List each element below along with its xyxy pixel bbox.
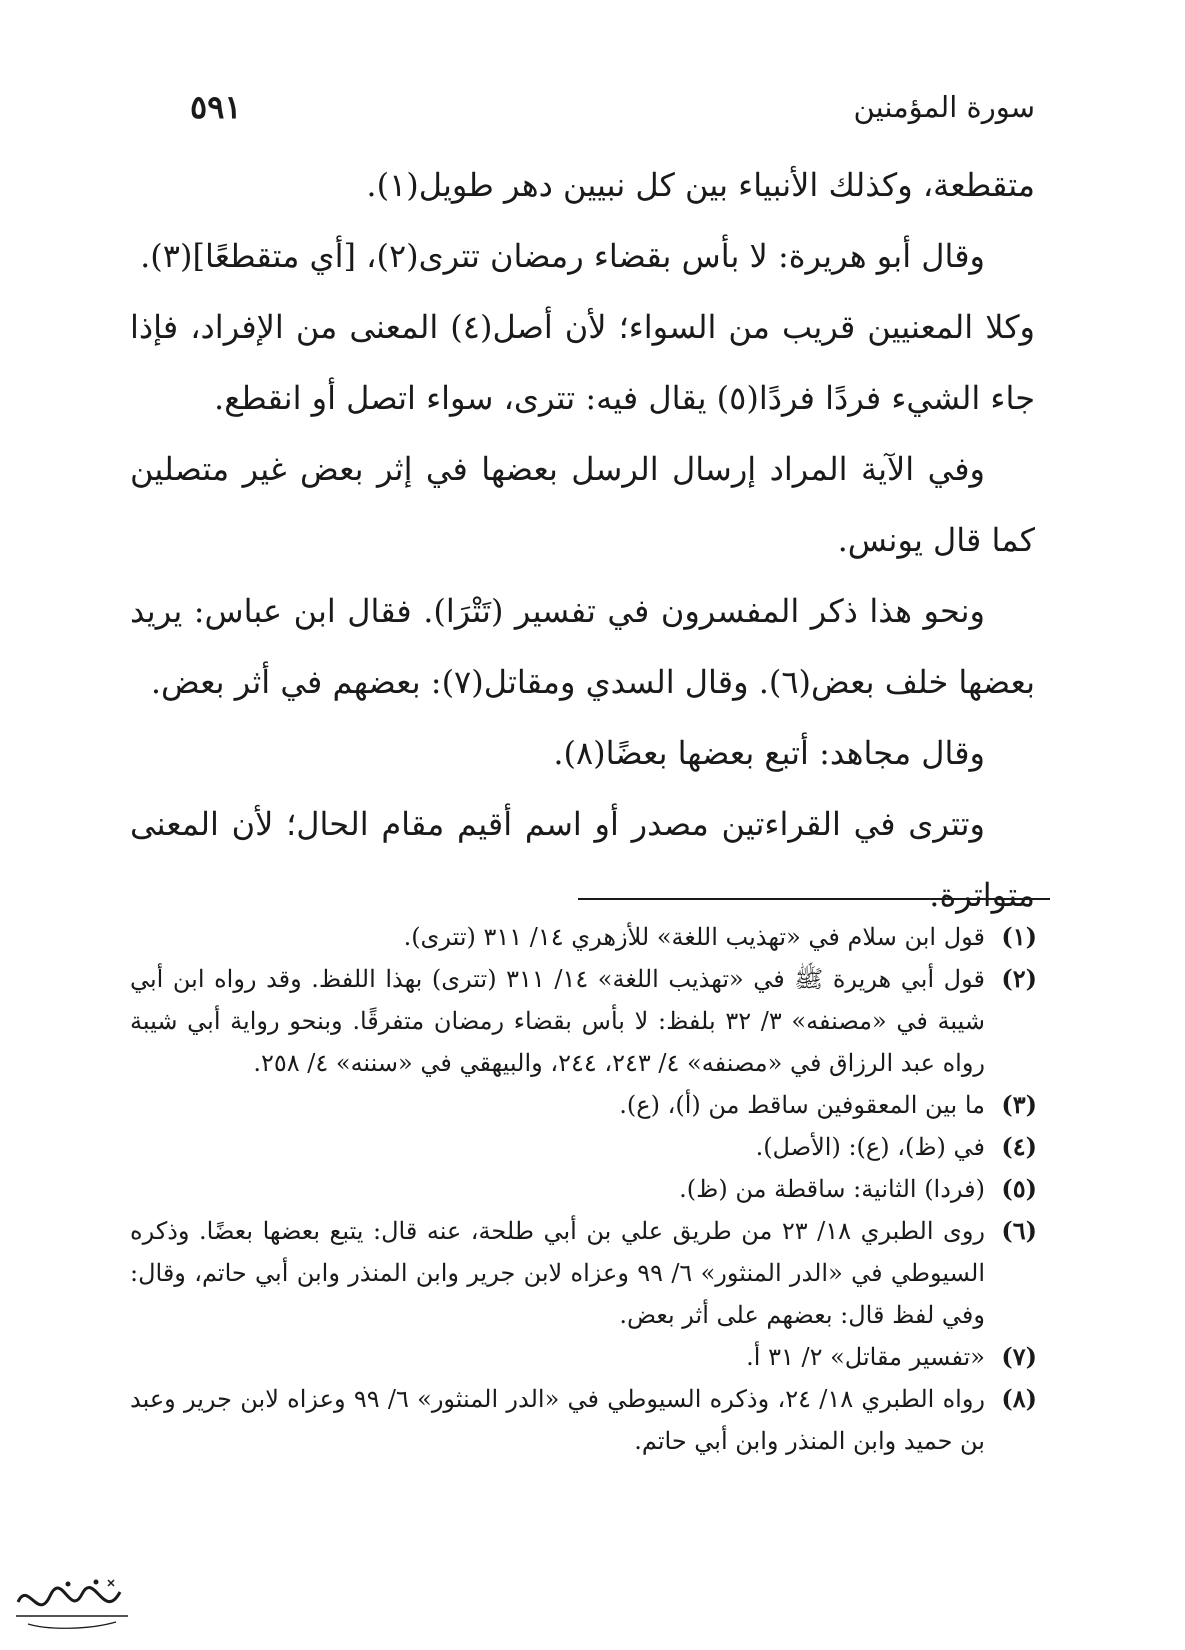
paragraph: ونحو هذا ذكر المفسرون في تفسير (تَتْرَا). فقال ابن عباس: يريد بعضها خلف بعض(٦). وقال السدي ومقاتل(٧): بعضهم في أثر بعض. — [130, 592, 1035, 701]
paragraph: وقال مجاهد: أتبع بعضها بعضًا(٨). — [553, 734, 985, 772]
footnote-number: (٨) — [1001, 1384, 1037, 1413]
footnote-number: (٢) — [1001, 964, 1037, 993]
footnote-number: (١) — [1001, 922, 1037, 951]
calligraphy-logo-icon — [8, 1572, 140, 1638]
footnote — [130, 1126, 1037, 1168]
footnote-number: (٣) — [1001, 1090, 1037, 1119]
paragraph: متقطعة، وكذلك الأنبياء بين كل نبيين دهر طويل(١). — [366, 166, 1035, 204]
footnote-text: روى الطبري ١٨/ ٢٣ من طريق علي بن أبي طلحة، عنه قال: يتبع بعضها بعضًا. وذكره السيوطي في «الدر المنثور» ٦/ ٩٩ وعزاه لابن جرير وابن المنذر وابن أبي حاتم، وقال: وفي لفظ قال: بعضهم على أثر بعض. — [130, 1217, 986, 1329]
footnote-text: رواه الطبري ١٨/ ٢٤، وذكره السيوطي في «الدر المنثور» ٦/ ٩٩ وعزاه لابن جرير وعبد بن حميد وابن المنذر وابن أبي حاتم. — [130, 1385, 986, 1455]
page-number: ٥٩١ — [190, 88, 242, 126]
footnote-separator — [578, 898, 1050, 900]
footnote — [130, 1210, 1037, 1336]
paragraph: وتترى في القراءتين مصدر أو اسم أقيم مقام الحال؛ لأن المعنى متواترة. — [130, 805, 1035, 914]
surah-title: سورة المؤمنين — [853, 90, 1035, 124]
paragraph: وفي الآية المراد إرسال الرسل بعضها في إثر بعض غير متصلين كما قال يونس. — [130, 450, 1035, 559]
footnote — [130, 916, 1037, 958]
footnote-text: قول أبي هريرة ﷺ في «تهذيب اللغة» ١٤/ ٣١١ (تترى) بهذا اللفظ. وقد رواه ابن أبي شيبة في «مصنفه» ٣/ ٣٢ بلفظ: لا بأس بقضاء رمضان متفرقًا. وبنحو رواية أبي شيبة رواه عبد الرزاق في «مصنفه» ٤/ ٢٤٣، ٢٤٤، والبيهقي في «سننه» ٤/ ٢٥٨. — [130, 965, 986, 1077]
footnote-text: قول ابن سلام في «تهذيب اللغة» للأزهري ١٤/ ٣١١ (تترى). — [403, 923, 985, 951]
footnote-text: في (ظ)، (ع): (الأصل). — [755, 1133, 985, 1161]
paragraph: وكلا المعنيين قريب من السواء؛ لأن أصل(٤) المعنى من الإفراد، فإذا جاء الشيء فردًا فردًا(٥) يقال فيه: تترى، سواء اتصل أو انقطع. — [130, 308, 1036, 417]
page-header — [190, 82, 1035, 132]
footnote — [130, 1084, 1037, 1126]
footnote — [130, 958, 1037, 1084]
footnote-number: (٥) — [1001, 1174, 1037, 1203]
footnote — [130, 1168, 1037, 1210]
footnote — [130, 1378, 1037, 1462]
footnote-number: (٤) — [1001, 1132, 1037, 1161]
footnote-text: «تفسير مقاتل» ٢/ ٣١ أ. — [746, 1343, 985, 1371]
footnotes — [130, 916, 1037, 1462]
footnote-text: (فردا) الثانية: ساقطة من (ظ). — [679, 1175, 985, 1203]
paragraph: وقال أبو هريرة: لا بأس بقضاء رمضان تترى(٢)، [أي متقطعًا](٣). — [140, 237, 985, 275]
footnote-number: (٦) — [1001, 1216, 1037, 1245]
publisher-logo — [8, 1572, 140, 1638]
footnote-number: (٧) — [1001, 1342, 1037, 1371]
main-text — [130, 150, 1035, 931]
footnote-text: ما بين المعقوفين ساقط من (أ)، (ع). — [619, 1091, 985, 1119]
footnote — [130, 1336, 1037, 1378]
